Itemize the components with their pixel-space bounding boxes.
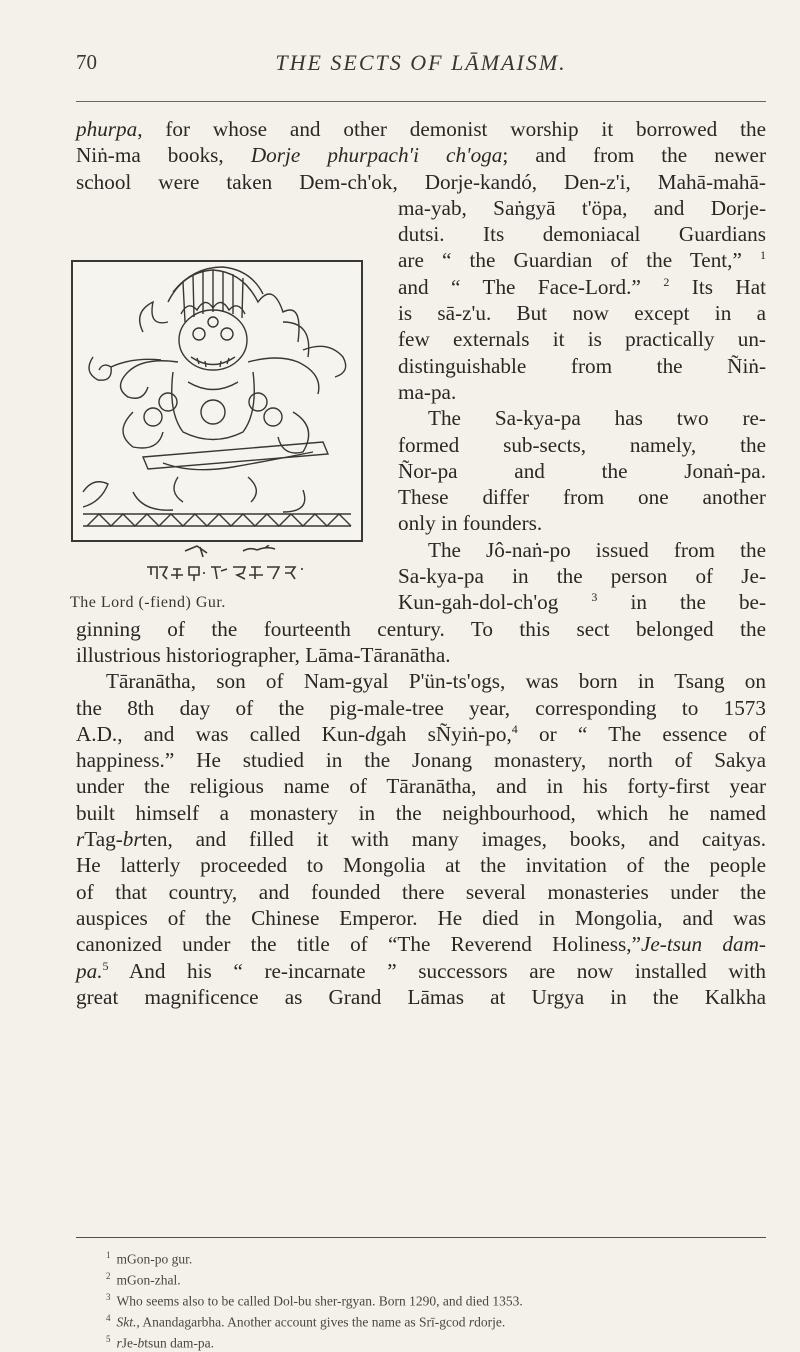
text-line: the 8th day of the pig-male-tree year, corresponding to 1573 [76, 695, 766, 720]
footnotes [106, 1247, 766, 1352]
text-line: is sā-z'u. But now except in a [398, 301, 766, 326]
footnote-ref: 5 [102, 958, 109, 973]
footnote-rule [76, 1237, 766, 1238]
footnote: $^2$ mGon-zhal. [106, 1271, 181, 1288]
text-line: built himself a monastery in the neighbourhood, which he named [76, 800, 766, 825]
text-line: The Jô-naṅ-po issued from the [428, 537, 766, 562]
footnote-ref: 1 [760, 248, 766, 263]
text-line: ma-yab, Saṅgyā t'öpa, and Dorje- [398, 195, 766, 220]
footnote: $^5$ rJe-btsun dam-pa. [106, 1334, 215, 1351]
paragraph-3-continued [76, 616, 766, 669]
running-head: THE SECTS OF LĀMAISM. [275, 50, 567, 75]
deity-illustration [71, 260, 363, 542]
tibetan-script-label [145, 545, 315, 585]
footnote-ref: 4 [511, 721, 518, 736]
text-line: illustrious historiographer, Lāma-Tāranātha. [76, 642, 451, 667]
text-line: few externals it is practically un- [398, 327, 766, 352]
paragraph-1-continued: ma-yab, Saṅgyā t'öpa, and Dorje- dutsi. Its demoniacal Guardians are “ the Guardian of the Tent,” $^1$ and “ The Face-Lord.” $^2$ Its Hat is sā-z'u. But now except in a few externals it is practically un- distinguishable from the Ñiṅ- ma-pa. [398, 195, 766, 404]
text-line: These differ from one another [398, 485, 766, 510]
italic-term: phurpa [76, 117, 138, 141]
paragraph-4: Tāranātha, son of Nam-gyal P'ün-ts'ogs, was born in Tsang on the 8th day of the pig-male-tree year, corresponding to 1573 A.D., and was called Kun-dgah sÑyiṅ-po,$^4$ or “ The essence of happiness.” He studied in the Jonang monastery, north of Sakya under the religious name of Tāranātha, and in his forty-first year built himself a monastery in the neighbourhood, which he named rTag-brten, and filled it with many images, books, and caityas. He latterly proceeded to Mongolia at the invitation of the people of that country, and founded there several monasteries under the auspices of the Chinese Emperor. He died in Mongolia, and was canonized under the title of “The Reverend Holiness,”Je-tsun dam- pa.$^5$ And his “ re-incarnate ” successors are now installed with great magnificence as Grand Lāmas at Urgya in the Kalkha [76, 669, 766, 1009]
page-number: 70 [76, 50, 97, 74]
text-line: only in founders. [398, 511, 543, 536]
text-line: ma-pa. [398, 379, 457, 404]
text-line: formed sub-sects, namely, the [398, 432, 766, 457]
figure-caption: The Lord (-fiend) Gur. [70, 594, 226, 611]
footnote-ref: 2 [663, 274, 670, 289]
text-line: happiness.” He studied in the Jonang monastery, north of Sakya [76, 748, 766, 773]
footnote: $^3$ Who seems also to be called Dol-bu sher-rgyan. Born 1290, and died 1353. [106, 1292, 523, 1309]
text-line: great magnificence as Grand Lāmas at Urgya in the Kalkha [76, 984, 766, 1009]
paragraph-3: The Jô-naṅ-po issued from the Sa-kya-pa in the person of Je- Kun-gah-dol-ch'og $^3$ in the be- [398, 537, 766, 615]
text-line: Tāranātha, son of Nam-gyal P'ün-ts'ogs, was born in Tsang on [106, 669, 766, 694]
text-line: of that country, and founded there several monasteries under the [76, 879, 766, 904]
text-line: Ñor-pa and the Jonaṅ-pa. [398, 458, 766, 483]
footnote: $^4$ Skt., Anandagarbha. Another account gives the name as Srī-gcod rdorje. [106, 1313, 506, 1330]
footnote: $^1$ mGon-po gur. [106, 1250, 193, 1267]
header-rule [76, 101, 766, 102]
paragraph-2 [398, 405, 766, 536]
paragraph-1: phurpa, for whose and other demonist worship it borrowed the Niṅ-ma books, Dorje phurpach'i ch'oga; and from the newer school were taken Dem-ch'ok, Dorje-kandó, Den-z'i, Mahā-mahā- [76, 117, 767, 194]
text-line: under the religious name of Tāranātha, and in his forty-first year [76, 774, 766, 799]
page-header [76, 50, 766, 84]
text-line: He latterly proceeded to Mongolia at the invitation of the people [76, 853, 766, 878]
text-line: ginning of the fourteenth century. To this sect belonged the [76, 616, 766, 641]
fiend-gur-drawing [73, 262, 361, 540]
text-line: dutsi. Its demoniacal Guardians [398, 222, 766, 247]
text-line: The Sa-kya-pa has two re- [428, 406, 766, 431]
text-line: school were taken Dem-ch'ok, Dorje-kandó, Den-z'i, Mahā-mahā- [76, 169, 766, 194]
text-line: auspices of the Chinese Emperor. He died in Mongolia, and was [76, 905, 766, 930]
illustration-figure [70, 260, 380, 580]
text-line: Sa-kya-pa in the person of Je- [398, 564, 766, 589]
footnote-ref: 3 [591, 590, 598, 605]
text-line: distinguishable from the Ñiṅ- [398, 353, 766, 378]
